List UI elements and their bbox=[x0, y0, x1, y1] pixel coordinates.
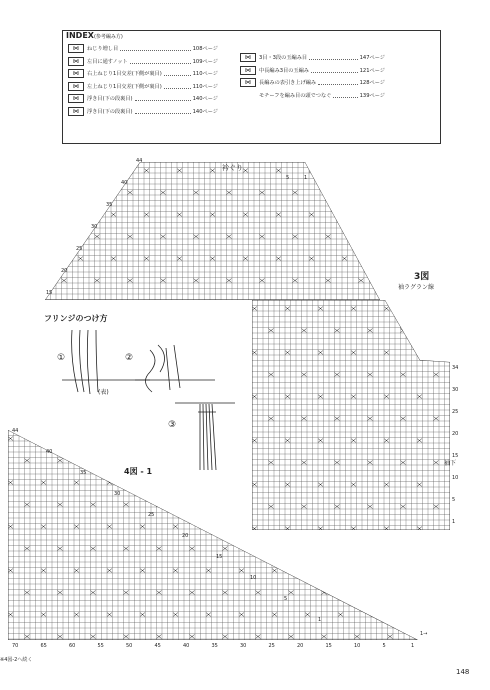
index-item-label: モチーフを編み目の頭でつなぐ bbox=[259, 92, 332, 99]
bottom-chart-row-number: 20 bbox=[182, 533, 189, 539]
index-item-label: 長編みの表引き上げ編み bbox=[259, 80, 317, 86]
bottom-chart-row-number: 25 bbox=[148, 512, 155, 518]
page-number: 148 bbox=[456, 668, 470, 676]
index-item-page: 128ページ bbox=[359, 80, 385, 86]
bottom-chart-col-number: 5 bbox=[382, 643, 386, 649]
bottom-chart-col-number: 55 bbox=[97, 643, 104, 649]
bottom-chart-col-number: 35 bbox=[211, 643, 218, 649]
fig3-row-number: 30 bbox=[452, 387, 459, 393]
bottom-chart-row-number: 40 bbox=[46, 449, 53, 455]
fig3-row-number: 25 bbox=[452, 409, 459, 415]
front-label: (表) bbox=[98, 389, 109, 396]
fig3-row-number: 34 bbox=[452, 365, 459, 371]
index-item-label: 左上ねじり1目交差(下側が裏目) bbox=[87, 83, 162, 90]
index-item-label: 左目に通すノット bbox=[87, 58, 128, 65]
bottom-chart-row-number: 15 bbox=[216, 554, 223, 560]
index-item-label: 3目・3段の玉編み目 bbox=[259, 55, 308, 61]
bottom-chart-row-number: 5 bbox=[284, 596, 288, 602]
underarm-label: 袖下 bbox=[444, 460, 457, 467]
top-chart-row-number: 20 bbox=[61, 268, 68, 274]
index-item-page: 121ページ bbox=[359, 67, 385, 74]
bottom-chart-col-number: 40 bbox=[183, 643, 190, 649]
bottom-chart-row-number: 10 bbox=[250, 575, 257, 581]
float-stitch-icon: ⋈ bbox=[68, 94, 84, 103]
bottom-chart-col-number: 20 bbox=[297, 643, 304, 649]
right-cross-icon: ⋈ bbox=[68, 69, 84, 78]
continue-note: ※4図-2へ続く bbox=[0, 657, 33, 663]
bottom-chart-row-number: 1 bbox=[318, 617, 322, 623]
row-arrow: 1→ bbox=[420, 631, 428, 637]
bottom-chart-row-number: 44 bbox=[12, 428, 19, 434]
fig3-row-number: 20 bbox=[452, 431, 459, 437]
bottom-chart-col-number: 50 bbox=[126, 643, 133, 649]
fringe-strands-1 bbox=[72, 330, 98, 394]
bottom-chart-col-number: 70 bbox=[12, 643, 19, 649]
index-item-page: 140ページ bbox=[192, 108, 218, 115]
neck-label: 衿ぐり bbox=[222, 164, 243, 172]
fig3-row-number: 10 bbox=[452, 475, 459, 481]
index-item-page: 139ページ bbox=[359, 92, 385, 99]
index-item-label: 浮き目(下の段裏目) bbox=[87, 96, 133, 102]
fig3-row-number: 5 bbox=[452, 497, 456, 503]
top-chart-row-number: 15 bbox=[46, 290, 53, 296]
index-subtitle: (参考編み方) bbox=[93, 34, 123, 40]
index-item-label: ねじり増し目 bbox=[87, 46, 119, 52]
top-chart-col-number: 1 bbox=[304, 175, 308, 181]
step-1: ① bbox=[57, 353, 66, 363]
top-chart-col-number: 5 bbox=[286, 175, 290, 181]
left-cross-icon: ⋈ bbox=[68, 82, 84, 91]
fig3-row-number: 15 bbox=[452, 453, 459, 459]
fig4-label: 4図 - 1 bbox=[124, 467, 153, 476]
bobble-icon: ⋈ bbox=[240, 53, 256, 62]
top-chart-row-number: 40 bbox=[121, 180, 128, 186]
index-item-page: 140ページ bbox=[192, 96, 218, 102]
bottom-chart-col-number: 45 bbox=[154, 643, 161, 649]
tassel bbox=[198, 404, 216, 470]
bottom-chart-row-number: 35 bbox=[80, 470, 87, 476]
index-item-page: 110ページ bbox=[192, 71, 218, 77]
bottom-chart-col-number: 25 bbox=[268, 643, 275, 649]
hook-icon: ⋈ bbox=[240, 78, 256, 87]
float-stitch-icon: ⋈ bbox=[68, 107, 84, 116]
top-chart-row-number: 35 bbox=[106, 202, 113, 208]
fig3-row-number: 1 bbox=[452, 519, 456, 525]
bottom-chart-col-number: 60 bbox=[69, 643, 76, 649]
index-item-page: 109ページ bbox=[192, 58, 218, 65]
step-3: ③ bbox=[168, 420, 177, 430]
crochet-icon: ⋈ bbox=[240, 66, 256, 75]
index-item-page: 110ページ bbox=[192, 83, 218, 90]
step-2: ② bbox=[125, 353, 134, 363]
index-item-label: 浮き目(下の段裏目) bbox=[87, 108, 133, 115]
twisted-purl-icon: ⋈ bbox=[68, 44, 84, 53]
index-item-label: 中長編み3目の玉編み bbox=[259, 67, 309, 74]
raglan-label: 袖ラグラン線 bbox=[398, 284, 435, 291]
top-chart-row-number: 25 bbox=[76, 246, 83, 252]
bottom-chart-col-number: 65 bbox=[40, 643, 47, 649]
top-chart-row-number: 44 bbox=[136, 158, 143, 164]
top-chart bbox=[45, 162, 380, 304]
fringe-strands-2 bbox=[145, 345, 180, 392]
bottom-chart-col-number: 15 bbox=[325, 643, 332, 649]
index-item-label: 右上ねじり1目交差(下側が裏目) bbox=[87, 71, 162, 77]
bottom-chart-col-number: 1 bbox=[411, 643, 415, 649]
fig3-chart bbox=[252, 300, 455, 530]
fig3-label: 3図 bbox=[414, 272, 430, 282]
fringe-title: フリンジのつけ方 bbox=[44, 314, 108, 323]
index-item-page: 147ページ bbox=[359, 55, 385, 61]
knot-icon: ⋈ bbox=[68, 57, 84, 66]
bottom-chart-col-number: 10 bbox=[354, 643, 361, 649]
index-title-text: INDEX bbox=[66, 31, 94, 40]
bottom-chart-row-number: 30 bbox=[114, 491, 121, 497]
index-item-page: 108ページ bbox=[192, 46, 218, 52]
bottom-chart-col-number: 30 bbox=[240, 643, 247, 649]
top-chart-row-number: 30 bbox=[91, 224, 98, 230]
